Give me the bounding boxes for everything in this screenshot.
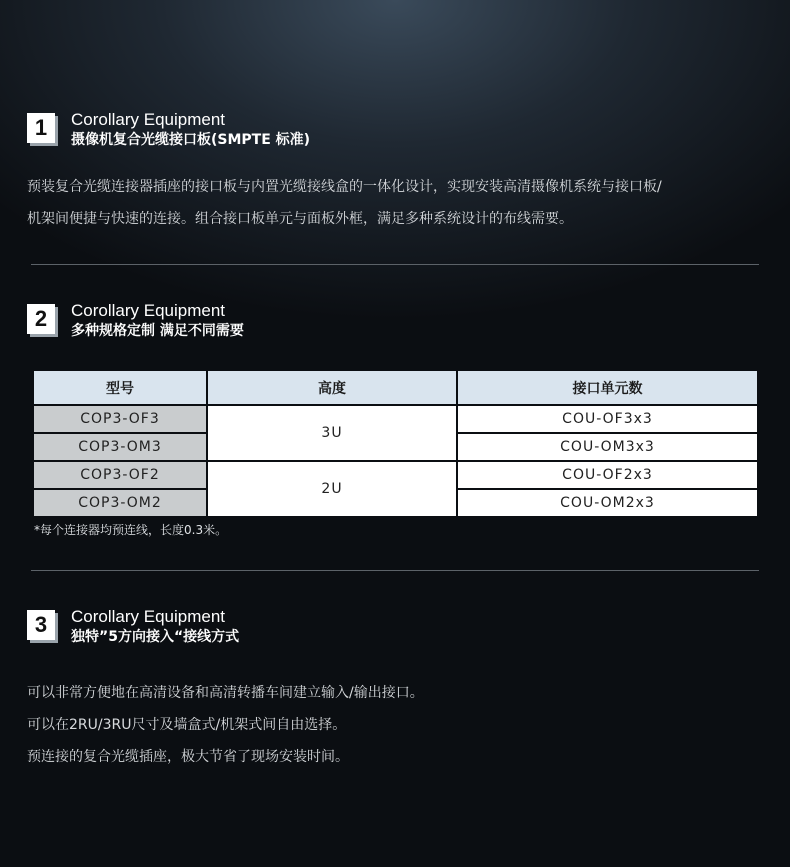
section-title-en: Corollary Equipment: [71, 607, 226, 626]
units-cell: COU-OF3x3: [458, 406, 757, 432]
column-header-model: 型号: [34, 371, 206, 404]
table-row: [34, 462, 757, 488]
model-cell: COP3-OF3: [34, 406, 206, 432]
section-number-badge: 2: [27, 304, 55, 334]
section-1-description: [27, 171, 767, 235]
section-2-header: [27, 301, 244, 341]
table-header-row: [34, 371, 757, 404]
section-title-en: Corollary Equipment: [71, 301, 226, 320]
spec-table: [32, 369, 759, 518]
column-header-units: 接口单元数: [458, 371, 757, 404]
section-1-header: [27, 110, 310, 150]
model-cell: COP3-OM3: [34, 434, 206, 460]
height-cell: 3U: [208, 406, 456, 460]
units-cell: COU-OM2x3: [458, 490, 757, 516]
section-3-header: [27, 607, 239, 647]
paragraph-line: 机架间便捷与快速的连接。组合接口板单元与面板外框，满足多种系统设计的布线需要。: [27, 211, 573, 227]
section-number-badge: 3: [27, 610, 55, 640]
section-title-en: Corollary Equipment: [71, 110, 226, 129]
column-header-height: 高度: [208, 371, 456, 404]
height-cell: 2U: [208, 462, 456, 516]
model-cell: COP3-OM2: [34, 490, 206, 516]
table-footnote: *每个连接器均预连线，长度0.3米。: [34, 523, 228, 537]
section-divider: [31, 570, 759, 571]
paragraph-line: 可以在2RU/3RU尺寸及墙盒式/机架式间自由选择。: [27, 717, 347, 733]
table-row: [34, 406, 757, 432]
model-cell: COP3-OF2: [34, 462, 206, 488]
paragraph-line: 可以非常方便地在高清设备和高清转播车间建立输入/输出接口。: [27, 685, 424, 701]
section-title-cn: 摄像机复合光缆接口板(SMPTE 标准): [71, 132, 311, 148]
units-cell: COU-OM3x3: [458, 434, 757, 460]
section-3-description: [27, 677, 767, 773]
section-title-cn: 多种规格定制 满足不同需要: [71, 323, 244, 339]
section-divider: [31, 264, 759, 265]
units-cell: COU-OF2x3: [458, 462, 757, 488]
paragraph-line: 预连接的复合光缆插座，极大节省了现场安装时间。: [27, 749, 349, 765]
paragraph-line: 预装复合光缆连接器插座的接口板与内置光缆接线盒的一体化设计，实现安装高清摄像机系统与接口板/: [27, 179, 662, 195]
section-number-badge: 1: [27, 113, 55, 143]
section-title-cn: 独特”5方向接入“接线方式: [71, 629, 240, 645]
